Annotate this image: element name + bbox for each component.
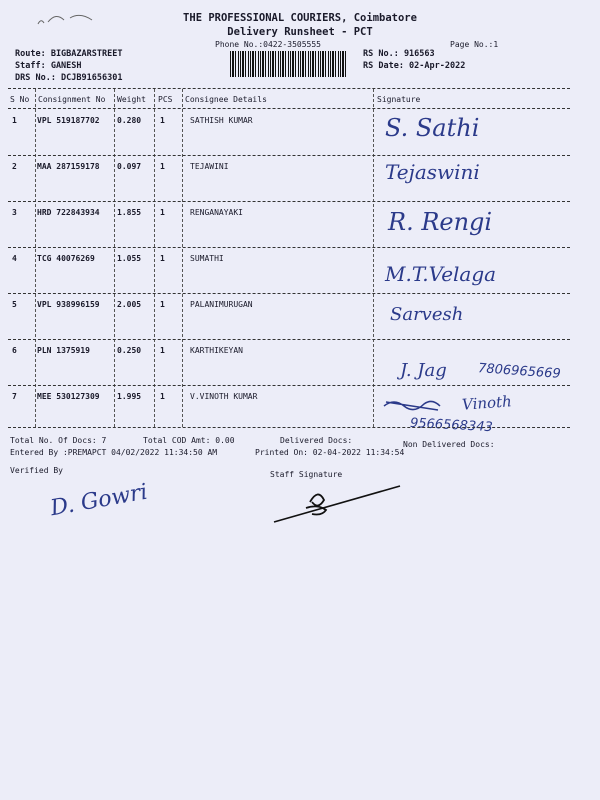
row-consignment: MEE 530127309 [37, 392, 100, 401]
row-consignee: SUMATHI [190, 254, 224, 263]
row-signature: Sarvesh [390, 304, 464, 325]
row-weight: 1.055 [117, 254, 142, 263]
row-weight: 1.855 [117, 208, 142, 217]
row-weight: 1.995 [117, 392, 142, 401]
col-header-consignee: Consignee Details [185, 95, 267, 104]
row-signature: J. Jag [400, 360, 447, 381]
divider [8, 247, 570, 248]
non-delivered-docs: Non Delivered Docs: [403, 440, 495, 449]
document-title: Delivery Runsheet - PCT [227, 26, 373, 38]
divider [8, 155, 570, 156]
divider [8, 427, 570, 428]
page-number: Page No.:1 [450, 40, 499, 49]
row-consignee: TEJAWINI [190, 162, 229, 171]
row-signature: R. Rengi [388, 208, 493, 236]
row-weight: 0.097 [117, 162, 142, 171]
company-name: THE PROFESSIONAL COURIERS, Coimbatore [183, 12, 417, 24]
divider [8, 108, 570, 109]
entered-by: Entered By :PREMAPCT 04/02/2022 11:34:50 AM [10, 448, 218, 457]
row-pcs: 1 [160, 208, 165, 217]
row-consignee: PALANIMURUGAN [190, 300, 253, 309]
column-separator [154, 89, 155, 427]
row-consignment: HRD 722843934 [37, 208, 100, 217]
route-field: Route: BIGBAZARSTREET [15, 49, 123, 59]
total-cod: Total COD Amt: 0.00 [143, 436, 235, 445]
row-pcs: 1 [160, 300, 165, 309]
barcode [230, 51, 348, 77]
col-header-consignment: Consignment No [38, 95, 106, 104]
row-consignment: VPL 519187702 [37, 116, 100, 125]
rs-number: RS No.: 916563 [363, 49, 435, 59]
column-separator [114, 89, 115, 427]
row-signature: Tejaswini [385, 160, 480, 184]
row-sno: 5 [12, 300, 17, 309]
col-header-sno: S No [10, 95, 30, 104]
row-weight: 0.280 [117, 116, 142, 125]
divider [8, 88, 570, 89]
rs-date: RS Date: 02-Apr-2022 [363, 61, 466, 71]
printed-on: Printed On: 02-04-2022 11:34:54 [255, 448, 405, 457]
col-header-weight: Weight [117, 95, 146, 104]
row-pcs: 1 [160, 162, 165, 171]
column-separator [373, 89, 374, 427]
struck-signature [382, 396, 442, 414]
row-sno: 4 [12, 254, 17, 263]
verifier-signature: D. Gowri [48, 479, 150, 522]
row-sno: 7 [12, 392, 17, 401]
col-header-signature: Signature [377, 95, 421, 104]
verified-by-label: Verified By [10, 466, 63, 475]
total-docs: Total No. Of Docs: 7 [10, 436, 107, 445]
row-signature: Vinoth [461, 392, 513, 414]
column-separator [35, 89, 36, 427]
handwritten-phone: 9566568343 [409, 415, 494, 436]
row-sno: 2 [12, 162, 17, 171]
scribble-mark [8, 8, 108, 30]
row-consignment: VPL 938996159 [37, 300, 100, 309]
handwritten-phone: 7806965669 [477, 361, 562, 382]
delivered-docs: Delivered Docs: [280, 436, 353, 445]
row-sno: 6 [12, 346, 17, 355]
row-consignee: V.VINOTH KUMAR [190, 392, 258, 401]
column-separator [182, 89, 183, 427]
row-consignee: KARTHIKEYAN [190, 346, 243, 355]
row-pcs: 1 [160, 346, 165, 355]
divider [8, 339, 570, 340]
row-sno: 3 [12, 208, 17, 217]
row-sno: 1 [12, 116, 17, 125]
divider [8, 201, 570, 202]
row-pcs: 1 [160, 392, 165, 401]
staff-field: Staff: GANESH [15, 61, 82, 71]
drs-number: DRS No.: DCJB91656301 [15, 73, 123, 83]
phone-number: Phone No.:0422-3505555 [215, 40, 321, 49]
row-consignee: SATHISH KUMAR [190, 116, 253, 125]
row-pcs: 1 [160, 254, 165, 263]
row-pcs: 1 [160, 116, 165, 125]
col-header-pcs: PCS [158, 95, 173, 104]
row-weight: 0.250 [117, 346, 142, 355]
row-consignment: TCG 40076269 [37, 254, 95, 263]
staff-signature-label: Staff Signature [270, 470, 343, 479]
row-signature: M.T.Velaga [385, 262, 497, 286]
staff-signature-mark [270, 480, 410, 525]
row-signature: S. Sathi [385, 114, 480, 142]
divider [8, 293, 570, 294]
row-consignee: RENGANAYAKI [190, 208, 243, 217]
row-consignment: MAA 287159178 [37, 162, 100, 171]
row-weight: 2.005 [117, 300, 142, 309]
row-consignment: PLN 1375919 [37, 346, 90, 355]
divider [8, 385, 570, 386]
